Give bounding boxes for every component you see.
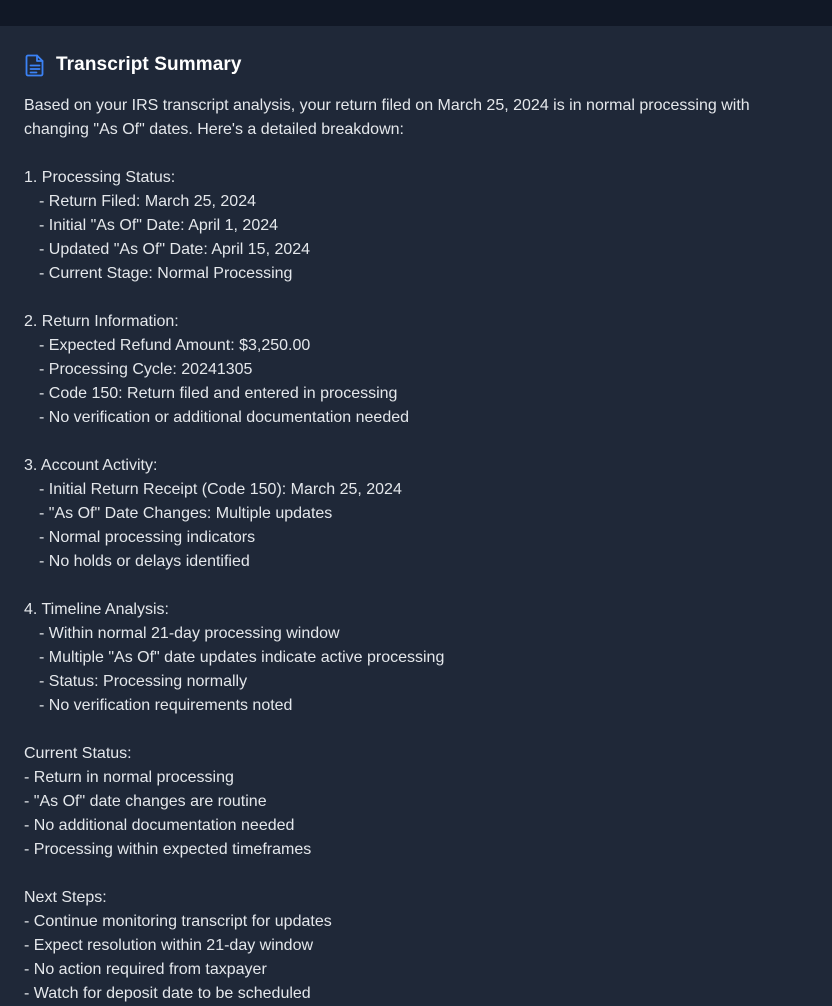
spacer (24, 862, 808, 886)
intro-line: Based on your IRS transcript analysis, your return filed on March 25, 2024 is in normal processing with (24, 97, 750, 114)
transcript-summary-panel (0, 26, 832, 1004)
list-item: - Code 150: Return filed and entered in processing (39, 385, 398, 402)
spacer (24, 574, 808, 598)
page-title: Transcript Summary (56, 54, 242, 75)
summary-body (24, 94, 808, 1006)
list-item: - Status: Processing normally (39, 673, 248, 690)
list-item: - Expect resolution within 21-day window (24, 937, 314, 954)
list-item: - "As Of" Date Changes: Multiple updates (39, 505, 333, 522)
section-heading: 3. Account Activity: (24, 457, 158, 474)
list-item: - Current Stage: Normal Processing (39, 265, 293, 282)
list-item: - No action required from taxpayer (24, 961, 267, 978)
list-item: - Initial Return Receipt (Code 150): March 25, 2024 (39, 481, 402, 498)
list-item: - Multiple "As Of" date updates indicate active processing (39, 649, 445, 666)
list-item: - No additional documentation needed (24, 817, 295, 834)
next-steps-heading: Next Steps: (24, 889, 107, 906)
section-heading: 4. Timeline Analysis: (24, 601, 169, 618)
list-item: - No verification or additional documentation needed (39, 409, 410, 426)
current-status-heading: Current Status: (24, 745, 132, 762)
top-bar (0, 0, 832, 26)
list-item: - Processing Cycle: 20241305 (39, 361, 253, 378)
list-item: - Normal processing indicators (39, 529, 256, 546)
list-item: - Continue monitoring transcript for updates (24, 913, 332, 930)
list-item: - Expected Refund Amount: $3,250.00 (39, 337, 311, 354)
spacer (24, 142, 808, 166)
list-item: - Watch for deposit date to be scheduled (24, 985, 311, 1002)
list-item: - Return in normal processing (24, 769, 234, 786)
list-item: - No verification requirements noted (39, 697, 293, 714)
list-item: - Updated "As Of" Date: April 15, 2024 (39, 241, 311, 258)
list-item: - Initial "As Of" Date: April 1, 2024 (39, 217, 279, 234)
section-heading: 2. Return Information: (24, 313, 179, 330)
spacer (24, 286, 808, 310)
list-item: - No holds or delays identified (39, 553, 250, 570)
list-item: - Return Filed: March 25, 2024 (39, 193, 256, 210)
spacer (24, 430, 808, 454)
summary-header (24, 51, 242, 79)
list-item: - "As Of" date changes are routine (24, 793, 267, 810)
intro-line: changing "As Of" dates. Here's a detailed breakdown: (24, 121, 404, 138)
list-item: - Within normal 21-day processing window (39, 625, 340, 642)
document-icon (24, 53, 46, 77)
spacer (24, 718, 808, 742)
section-heading: 1. Processing Status: (24, 169, 176, 186)
list-item: - Processing within expected timeframes (24, 841, 312, 858)
